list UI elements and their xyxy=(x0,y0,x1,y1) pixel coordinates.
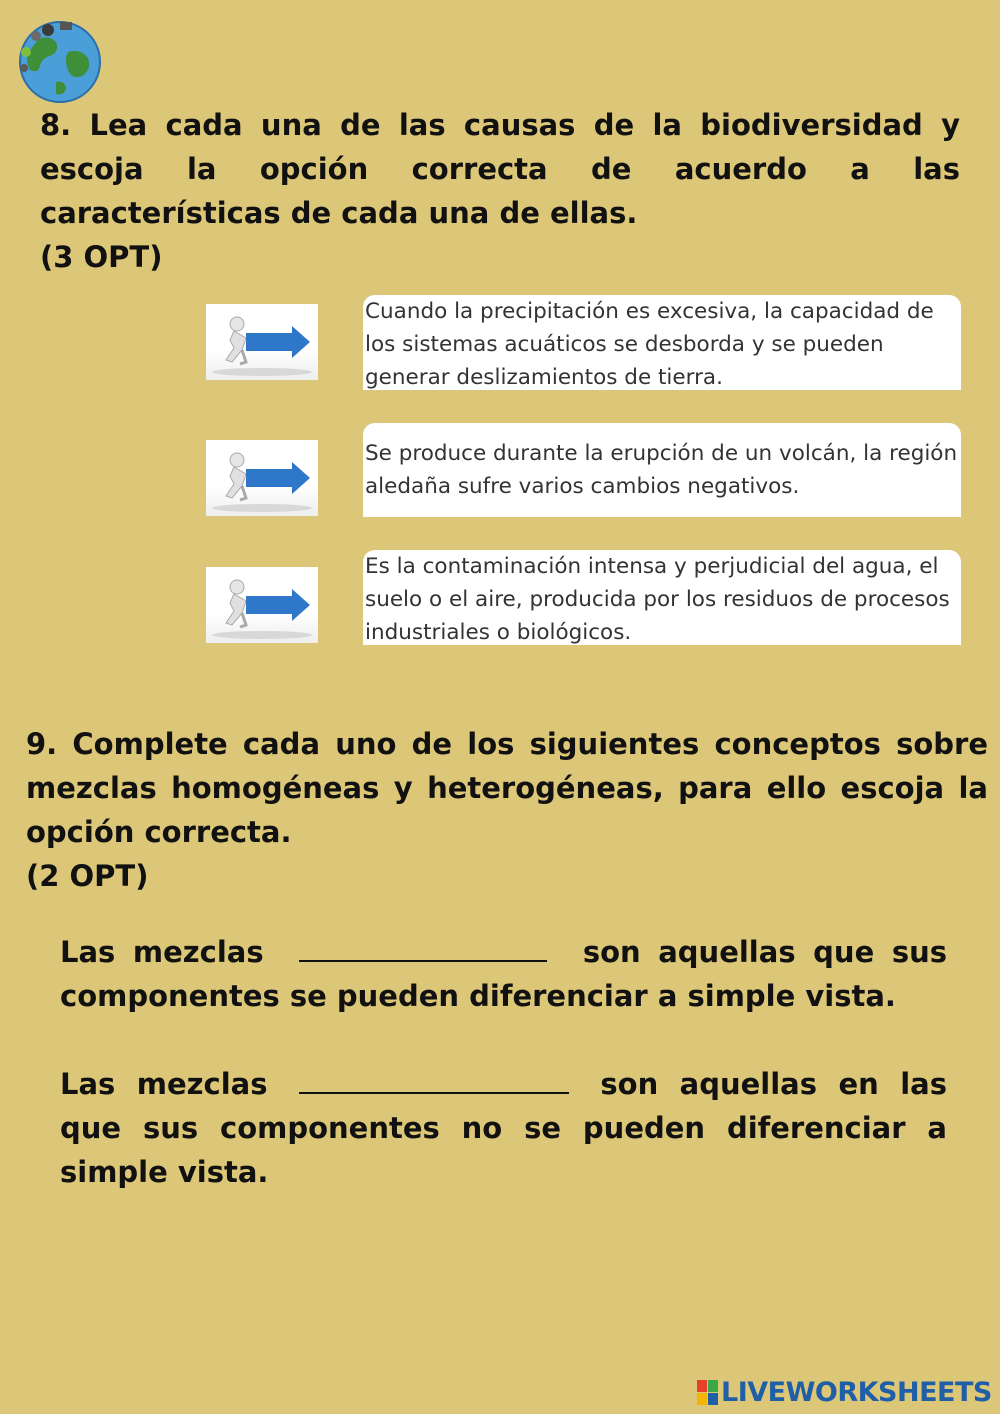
description-box-1: Cuando la precipitación es excesiva, la capacidad de los sistemas acuáticos se desborda y se pueden generar deslizamientos de tierra. xyxy=(363,295,961,390)
question-8-points: (3 OPT) xyxy=(40,240,163,274)
question-8-text: 8. Lea cada una de las causas de la biodiversidad y escoja la opción correcta de acuerdo a las características de cada una de ellas. xyxy=(40,108,960,230)
person-pushing-arrow-icon xyxy=(206,304,318,380)
description-box-3: Es la contaminación intensa y perjudicial del agua, el suelo o el aire, producida por los residuos de procesos industriales o biológicos. xyxy=(363,550,961,645)
sentence-2-prefix: Las mezclas xyxy=(60,1067,268,1101)
fill-sentence-1 xyxy=(60,930,947,1018)
drop-target-2[interactable] xyxy=(206,440,318,516)
sentence-1-prefix: Las mezclas xyxy=(60,935,264,969)
question-9-points: (2 OPT) xyxy=(26,859,149,893)
globe-logo-icon xyxy=(8,12,108,104)
description-box-2: Se produce durante la erupción de un volcán, la región aledaña sufre varios cambios negativos. xyxy=(363,423,961,517)
sentence-2-suffix: son aquellas en las que sus componentes no se pueden diferenciar a simple vista. xyxy=(60,1067,947,1189)
person-pushing-arrow-icon xyxy=(206,567,318,643)
answer-blank-1[interactable] xyxy=(299,930,547,962)
fill-sentence-2 xyxy=(60,1062,947,1194)
liveworksheets-logo-icon xyxy=(697,1380,719,1406)
question-9 xyxy=(26,722,988,898)
brand-name: LIVEWORKSHEETS xyxy=(721,1377,992,1408)
question-9-text: 9. Complete cada uno de los siguientes conceptos sobre mezclas homogéneas y heterogéneas, para ello escoja la opción correcta. xyxy=(26,727,988,849)
person-pushing-arrow-icon xyxy=(206,440,318,516)
drop-target-3[interactable] xyxy=(206,567,318,643)
liveworksheets-brand xyxy=(697,1377,992,1408)
answer-blank-2[interactable] xyxy=(299,1062,569,1094)
drop-target-1[interactable] xyxy=(206,304,318,380)
question-8 xyxy=(40,103,960,279)
sentence-1-suffix: son aquellas que sus componentes se pueden diferenciar a simple vista. xyxy=(60,935,947,1013)
